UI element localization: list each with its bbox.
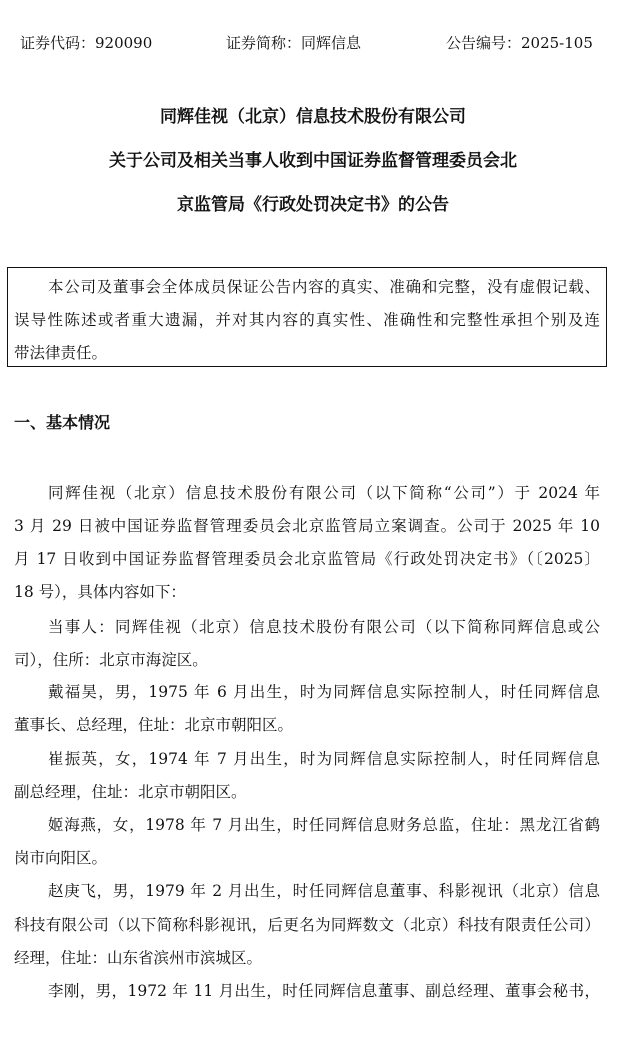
security-short-name: 证券简称：同辉信息 [226,34,362,52]
paragraph-line: 董事长、总经理，住址：北京市朝阳区。 [14,716,294,734]
page-title-line-3: 京监管局《行政处罚决定书》的公告 [177,195,449,215]
paragraph-line: 姬海燕，女，1978 年 7 月出生，时任同辉信息财务总监，住址：黑龙江省鹤 [48,816,600,834]
page-title-line-2: 关于公司及相关当事人收到中国证券监督管理委员会北 [109,151,517,171]
security-code: 证券代码：920090 [20,34,153,52]
disclaimer-line: 带法律责任。 [14,344,108,362]
paragraph-line: 司），住所：北京市海淀区。 [14,651,208,669]
paragraph-line: 戴福昊，男，1975 年 6 月出生，时为同辉信息实际控制人，时任同辉信息 [48,683,600,701]
paragraph-line: 当事人：同辉佳视（北京）信息技术股份有限公司（以下简称同辉信息或公 [48,618,600,636]
paragraph-line: 副总经理，住址：北京市朝阳区。 [14,783,247,801]
paragraph-line: 3 月 29 日被中国证券监督管理委员会北京监管局立案调查。公司于 2025 年 10 [14,517,600,535]
notice-number: 公告编号：2025-105 [446,34,593,52]
section-heading: 一、基本情况 [14,413,111,432]
paragraph-line: 岗市向阳区。 [14,849,108,867]
paragraph-line: 科技有限公司（以下简称科影视讯，后更名为同辉数文（北京）科技有限责任公司） [14,916,600,934]
page-title-line-1: 同辉佳视（北京）信息技术股份有限公司 [160,107,466,127]
paragraph-line: 月 17 日收到中国证券监督管理委员会北京监管局《行政处罚决定书》（〔2025〕 [14,550,600,568]
paragraph-line: 18 号），具体内容如下： [14,583,186,601]
paragraph-line: 同辉佳视（北京）信息技术股份有限公司（以下简称“公司”）于 2024 年 [48,484,600,502]
disclaimer-line: 本公司及董事会全体成员保证公告内容的真实、准确和完整，没有虚假记载、 [48,278,600,296]
paragraph-line: 赵庚飞，男，1979 年 2 月出生，时任同辉信息董事、科影视讯（北京）信息 [48,882,600,900]
paragraph-line: 崔振英，女，1974 年 7 月出生，时为同辉信息实际控制人，时任同辉信息 [48,750,600,768]
paragraph-line: 经理，住址：山东省滨州市滨城区。 [14,949,263,967]
paragraph-line: 李刚，男，1972 年 11 月出生，时任同辉信息董事、副总经理、董事会秘书， [48,982,600,1000]
disclaimer-line: 误导性陈述或者重大遗漏，并对其内容的真实性、准确性和完整性承担个别及连 [14,311,600,329]
